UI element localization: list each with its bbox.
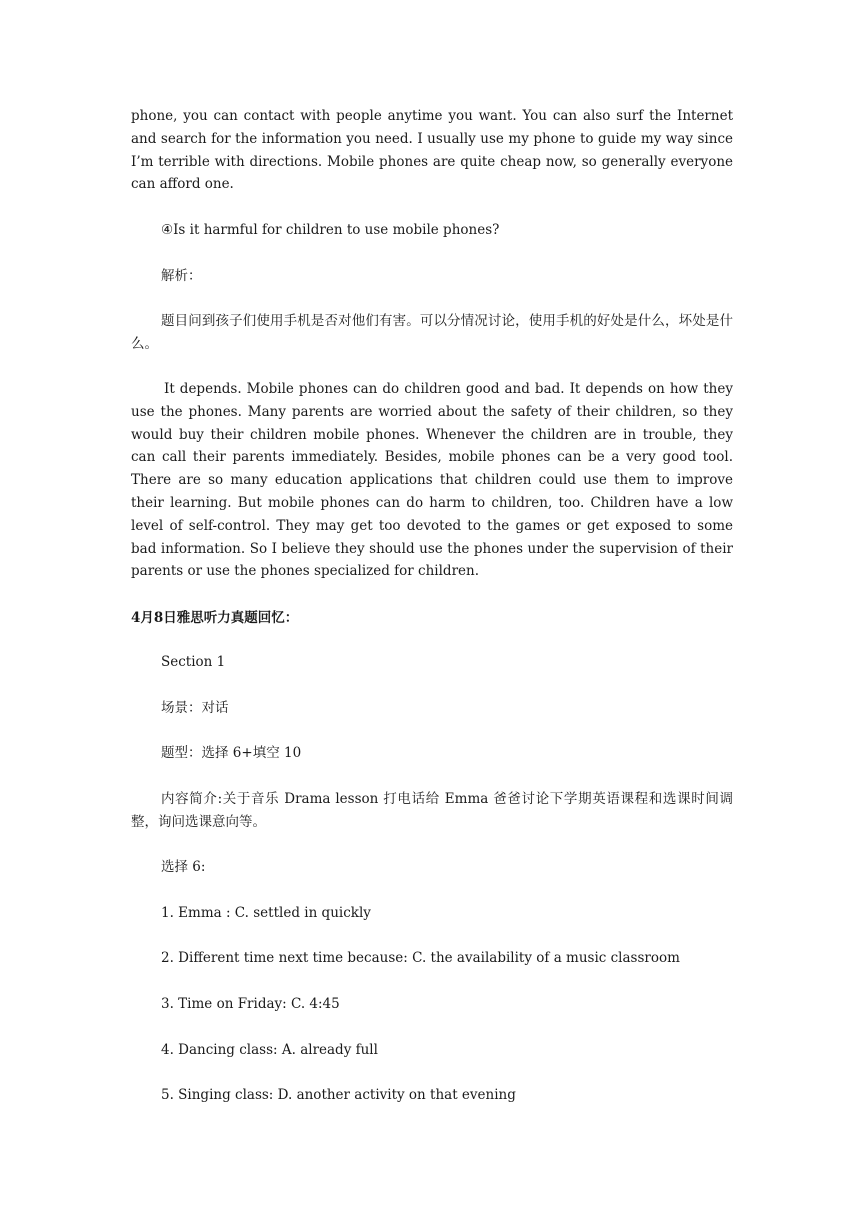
analysis-label: 解析： (161, 268, 202, 284)
content-intro: 内容简介:关于音乐 Drama lesson 打电话给 Emma 爸爸讨论下学期英语课程和选课时间调整，询问选课意向等。 (131, 791, 733, 830)
answer-paragraph: It depends. Mobile phones can do children good and bad. It depends on how they use the phones. Many parents are worried about the safety of their children, so they would buy their children mobile phones. Whenever the children are in trouble, they can call their parents immediately. Besides, mobile phones can be a very good tool. There are so many education applications that children could use them to improve their learning. But mobile phones can do harm to children, too. Children have a low level of self-control. They may get too devoted to the games or get exposed to some bad information. So I believe they should use the phones under the supervision of their parents or use the phones specialized for children. (131, 381, 733, 580)
choice-item: 5. Singing class: D. another activity on that evening (161, 1087, 516, 1103)
choice-item: 3. Time on Friday: C. 4:45 (161, 996, 340, 1012)
choice-item: 4. Dancing class: A. already full (161, 1042, 378, 1058)
choice-item: 1. Emma : C. settled in quickly (161, 905, 371, 921)
paragraph-phone-answer: phone, you can contact with people anytime you want. You can also surf the Internet and search for the information you need. I usually use my phone to guide my way since I’m terrible with directions. Mobile phones are quite cheap now, so generally everyone can afford one. (131, 108, 733, 193)
section-heading: 4月8日雅思听力真题回忆： (131, 610, 299, 626)
section-label: Section 1 (161, 654, 226, 670)
choice-label: 选择 6: (161, 859, 206, 875)
question-4: ④Is it harmful for children to use mobile phones? (161, 222, 500, 238)
analysis-text: 题目问到孩子们使用手机是否对他们有害。可以分情况讨论，使用手机的好处是什么，坏处是什么。 (131, 313, 733, 352)
scene-label: 场景：对话 (161, 700, 229, 716)
choice-item: 2. Different time next time because: C. the availability of a music classroom (161, 950, 680, 966)
question-type-label: 题型：选择 6+填空 10 (161, 745, 302, 761)
